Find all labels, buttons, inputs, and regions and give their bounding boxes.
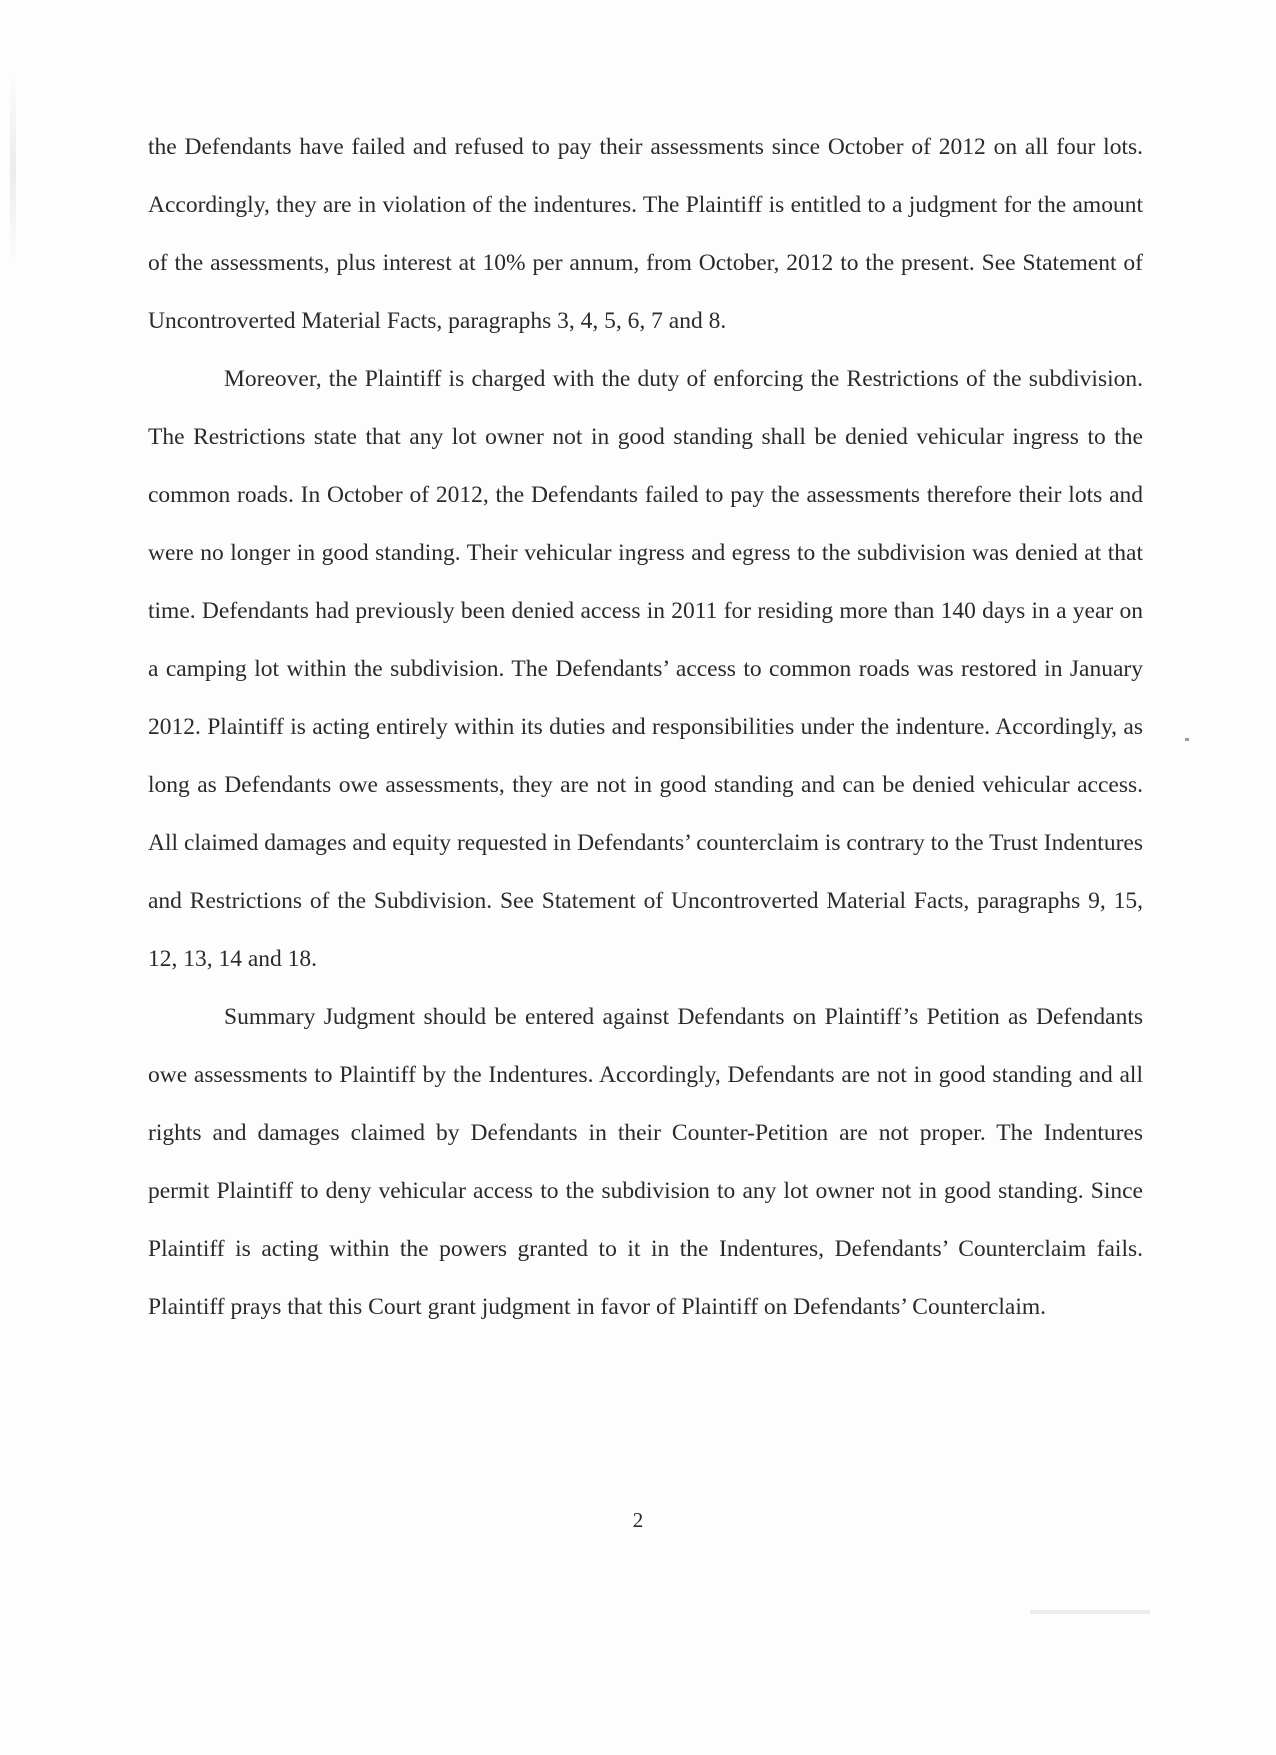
page-number: 2 [632,1508,644,1532]
scan-artifact [10,60,16,280]
paragraph-continuation: the Defendants have failed and refused to pay their assessments since October of 2012 on all four lots. Accordingly, they are in violation of the indentures. The Plaintiff is entitled to a judgment for the amount of the assessments, plus interest at 10% per annum, from October, 2012 to the present. See Statement of Uncontroverted Material Facts, paragraphs 3, 4, 5, 6, 7 and 8. [148,134,1143,334]
scan-artifact [1185,738,1189,741]
document-body [148,118,1143,1336]
scan-artifact [1030,1610,1150,1614]
paragraph-enforcement: Moreover, the Plaintiff is charged with the duty of enforcing the Restrictions of the subdivision. The Restrictions state that any lot owner not in good standing shall be denied vehicular ingress to the common roads. In October of 2012, the Defendants failed to pay the assessments therefore their lots and were no longer in good standing. Their vehicular ingress and egress to the subdivision was denied at that time. Defendants had previously been denied access in 2011 for residing more than 140 days in a year on a camping lot within the subdivision. The Defendants’ access to common roads was restored in January 2012. Plaintiff is acting entirely within its duties and responsibilities under the indenture. Accordingly, as long as Defendants owe assessments, they are not in good standing and can be denied vehicular access. All claimed damages and equity requested in Defendants’ counterclaim is contrary to the Trust Indentures and Restrictions of the Subdivision. See Statement of Uncontroverted Material Facts, paragraphs 9, 15, 12, 13, 14 and 18. [148,366,1143,972]
paragraph-summary-judgment: Summary Judgment should be entered against Defendants on Plaintiff’s Petition as Defendants owe assessments to Plaintiff by the Indentures. Accordingly, Defendants are not in good standing and all rights and damages claimed by Defendants in their Counter-Petition are not proper. The Indentures permit Plaintiff to deny vehicular access to the subdivision to any lot owner not in good standing. Since Plaintiff is acting within the powers granted to it in the Indentures, Defendants’ Counterclaim fails. Plaintiff prays that this Court grant judgment in favor of Plaintiff on Defendants’ Counterclaim. [148,1004,1143,1320]
